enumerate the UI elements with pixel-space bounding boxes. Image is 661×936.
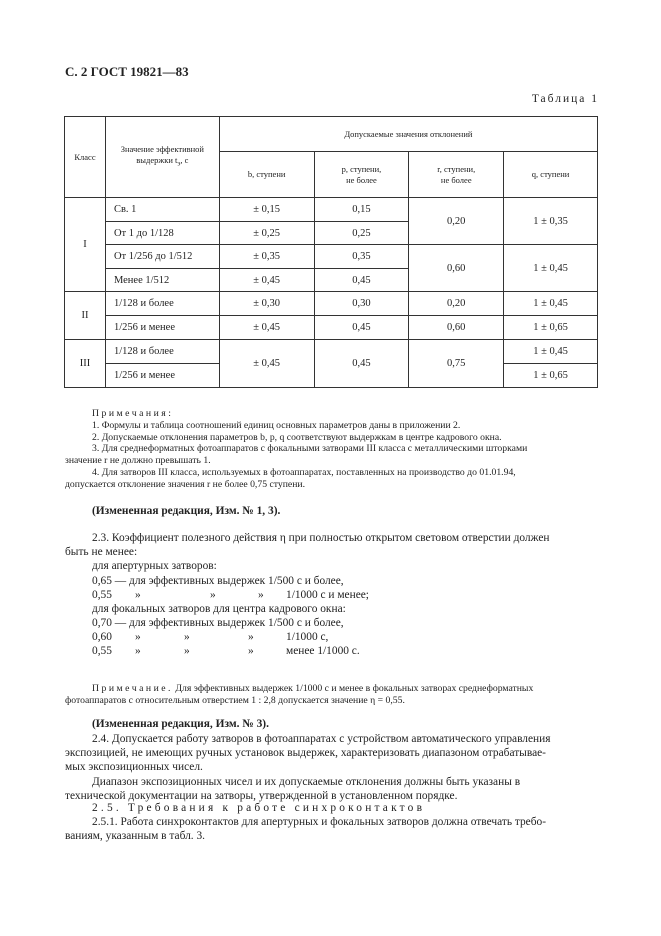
aperture-label: для апертурных затворов: (92, 560, 217, 572)
table-cell: 1/256 и менее (105, 364, 219, 388)
ditto-mark: » (184, 631, 190, 643)
ditto-mark: » (135, 645, 141, 657)
table-cell: 0,45 (314, 269, 409, 292)
note-1: 1. Формулы и таблица соотношений единиц основных параметров даны в приложении 2. (92, 419, 461, 431)
table-cell: 0,75 (409, 340, 504, 388)
ditto-mark: » (210, 589, 216, 601)
para-2-5-1: 2.5.1. Работа синхроконтактов для апертурных и фокальных затворов должна отвечать требо- ваниям, указанным в табл. 3. (65, 816, 547, 843)
edit-note-2: (Измененная редакция, Изм. № 3). (92, 718, 269, 730)
table-cell: ± 0,45 (219, 269, 314, 292)
note-efficiency: Примечание. Для эффективных выдержек 1/1000 с и менее в фокальных затворах среднеформатных фотоаппаратов с относительным отверстием 1 : 2,8 допускается значение η = 0,55. (65, 683, 534, 706)
aperture-line-1: 0,65 — для эффективных выдержек 1/500 с и более, (92, 575, 344, 587)
table-cell: ± 0,35 (219, 245, 314, 269)
table-cell: ± 0,15 (219, 198, 314, 222)
table-cell: 0,20 (409, 198, 504, 245)
focal-tail-3: менее 1/1000 с. (286, 645, 360, 657)
aperture-val-2: 0,55 (92, 589, 112, 601)
table-cell: 1/128 и более (105, 292, 219, 316)
table-cell: 0,25 (314, 222, 409, 245)
table-cell: Св. 1 (105, 198, 219, 222)
table-cell: ± 0,45 (219, 340, 314, 388)
col-p-header: p, ступени, не более (314, 152, 409, 198)
col-deviations-header: Допускаемые значения отклонений (219, 117, 597, 152)
col-class-header: Класс (65, 117, 106, 198)
table-cell: ± 0,25 (219, 222, 314, 245)
table-cell: От 1/256 до 1/512 (105, 245, 219, 269)
ditto-mark: » (135, 589, 141, 601)
para-2-4: 2.4. Допускается работу затворов в фотоаппаратах с устройством автоматического управления экспозицией, не имеющих ручных установок выдержек, характеризовать диапазоном отрабатывае- мых экспозиционных чисел. Диапазон экспозиционных чисел и их допускаемые отклонения должны быть указаны в технической документации на затворы, утвержденной в установленном порядке. (65, 733, 551, 802)
table-cell: 1 ± 0,65 (504, 316, 598, 340)
table-cell: 1/128 и более (105, 340, 219, 364)
class-I-cell: I (65, 198, 106, 292)
para-2-3: 2.3. Коэффициент полезного действия η при полностью открытом световом отверстии должен быть не менее: (65, 532, 550, 559)
table-cell: 1 ± 0,65 (504, 364, 598, 388)
ditto-mark: » (258, 589, 264, 601)
table-caption: Таблица 1 (531, 93, 599, 105)
table-cell: 0,35 (314, 245, 409, 269)
ditto-mark: » (248, 631, 254, 643)
table-cell: ± 0,30 (219, 292, 314, 316)
table-cell: ± 0,45 (219, 316, 314, 340)
aperture-tail-2: 1/1000 с и менее; (286, 589, 369, 601)
deviations-table (64, 116, 598, 388)
notes-title: Примечания: (92, 408, 174, 419)
table-cell: 0,20 (409, 292, 504, 316)
ditto-mark: » (135, 631, 141, 643)
table-cell: От 1 до 1/128 (105, 222, 219, 245)
table-cell: 1 ± 0,35 (504, 198, 598, 245)
ditto-mark: » (184, 645, 190, 657)
table-cell: 0,45 (314, 340, 409, 388)
focal-label: для фокальных затворов для центра кадрового окна: (92, 603, 346, 615)
para-2-5-heading: 2.5. Требования к работе синхроконтактов (92, 802, 426, 814)
table-cell: Менее 1/512 (105, 269, 219, 292)
note-4b: допускается отклонение значения r не более 0,75 ступени. (65, 478, 305, 490)
note-2: 2. Допускаемые отклонения параметров b, p, q соответствуют выдержкам в центре кадрового окна. (92, 431, 502, 443)
col-q-header: q, ступени (504, 152, 598, 198)
notes-block (65, 408, 602, 491)
table-cell: 1/256 и менее (105, 316, 219, 340)
table-cell: 1 ± 0,45 (504, 245, 598, 292)
col-b-header: b, ступени (219, 152, 314, 198)
col-r-header: r, ступени, не более (409, 152, 504, 198)
table-cell: 0,60 (409, 245, 504, 292)
table-cell: 1 ± 0,45 (504, 340, 598, 364)
table-cell: 0,45 (314, 316, 409, 340)
page-header: С. 2 ГОСТ 19821—83 (65, 64, 189, 79)
class-II-cell: II (65, 292, 106, 340)
focal-line-1: 0,70 — для эффективных выдержек 1/500 с и более, (92, 617, 344, 629)
table-cell: 1 ± 0,45 (504, 292, 598, 316)
focal-val-2: 0,60 (92, 631, 112, 643)
table-cell: 0,30 (314, 292, 409, 316)
focal-tail-2: 1/1000 с, (286, 631, 329, 643)
note-4a: 4. Для затворов III класса, используемых в фотоаппаратах, поставленных на производство до 01.01.94, (92, 466, 516, 478)
edit-note-1: (Измененная редакция, Изм. № 1, 3). (92, 505, 281, 517)
focal-val-3: 0,55 (92, 645, 112, 657)
note-3a: 3. Для среднеформатных фотоаппаратов с фокальными затворами III класса с металлическими шторками (92, 443, 528, 455)
class-III-cell: III (65, 340, 106, 388)
ditto-mark: » (248, 645, 254, 657)
note-3b: значение r не должно превышать 1. (65, 455, 211, 467)
table-cell: 0,60 (409, 316, 504, 340)
table-cell: 0,15 (314, 198, 409, 222)
col-exposure-header: Значение эффективной выдержки $t_э$, с (105, 117, 219, 198)
